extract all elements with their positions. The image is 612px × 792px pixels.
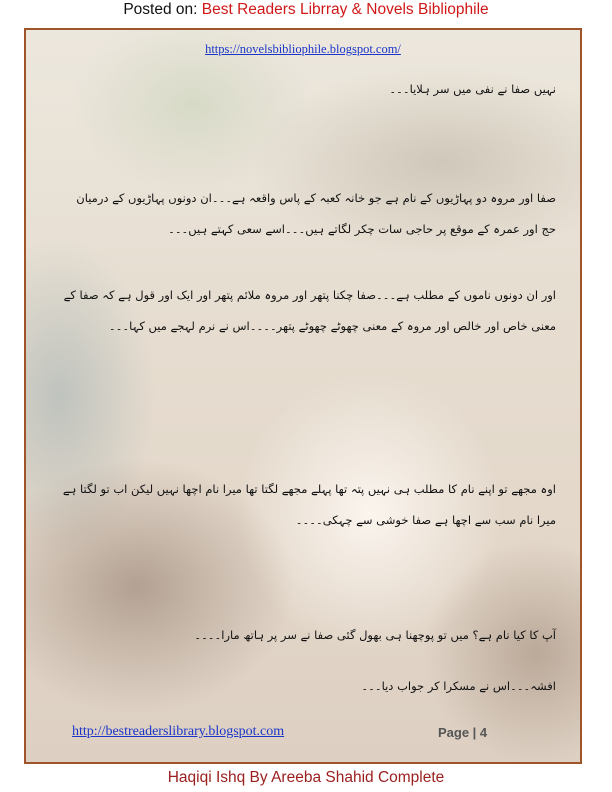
top-blog-link[interactable]: https://novelsbibliophile.blogspot.com/ — [205, 42, 401, 56]
book-title-footer: Haqiqi Ishq By Areeba Shahid Complete — [167, 769, 445, 786]
page-number: Page | 4 — [438, 725, 488, 740]
paragraph-6: افشہ۔۔۔اس نے مسکرا کر جواب دیا۔۔۔ — [361, 679, 556, 693]
posted-on-header — [0, 1, 612, 19]
footer-blog-link[interactable]: http://bestreaderslibrary.blogspot.com — [72, 724, 285, 739]
paragraph-1: نہیں صفا نے نفی میں سر ہلایا۔۔۔ — [389, 82, 556, 96]
posted-on-label: Posted on: — [123, 1, 202, 18]
paragraph-5: آپ کا کیا نام ہے؟ میں تو پوچھنا ہی بھول گئی صفا نے سر پر ہاتھ مارا۔۔۔۔ — [194, 628, 556, 642]
brand-name: Best Readers Librray & Novels Bibliophile — [201, 1, 489, 18]
paragraph-2: صفا اور مروہ دو پہاڑیوں کے نام ہے جو خانہ کعبہ کے پاس واقعہ ہے۔۔۔ان دونوں پہاڑیوں کے درمیان حج اور عمرہ کے موقع پر حاجی سات چکر لگاتے ہیں۔۔۔اسے سعی کہتے ہیں۔۔۔ — [76, 191, 556, 236]
paragraph-4: اوہ مجھے تو اپنے نام کا مطلب ہی نہیں پتہ تھا پہلے مجھے لگتا تھا میرا نام اچھا نہیں لیکن اب تو لگتا ہے میرا نام سب سے اچھا ہے صفا خوشی سے چہکی۔۔۔۔ — [62, 482, 556, 527]
paragraph-3: اور ان دونوں ناموں کے مطلب ہے۔۔۔صفا چکنا پتھر اور مروہ ملائم پتھر اور ایک اور قول ہے کہ صفا کے معنی خاص اور خالص اور مروہ کے معنی چھوٹے چھوٹے پتھر۔۔۔۔اس نے نرم لہجے میں کہا۔۔۔ — [63, 288, 556, 333]
page-frame — [24, 28, 582, 764]
